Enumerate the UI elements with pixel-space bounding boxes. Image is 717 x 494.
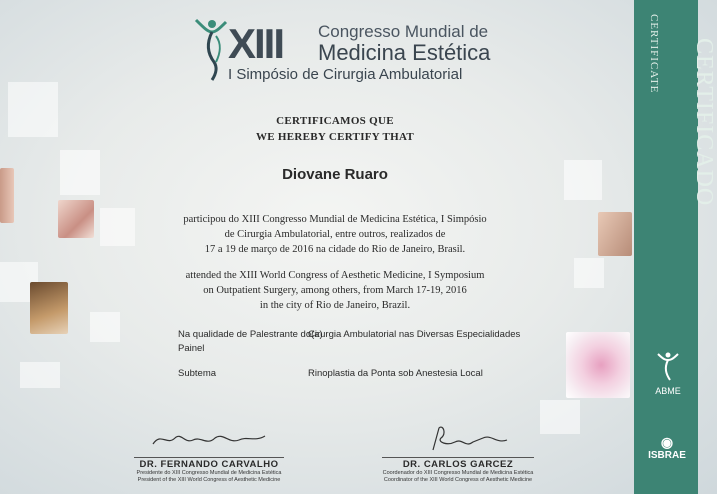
abme-label: ABME bbox=[655, 386, 681, 396]
isbrae-symbol-icon: ◉ bbox=[660, 434, 674, 450]
subtheme-value: Rinoplastia da Ponta sob Anestesia Local bbox=[308, 368, 483, 379]
decorative-tile bbox=[574, 258, 604, 288]
role-label-line: Na qualidade de Palestrante do(a) bbox=[178, 329, 323, 340]
body-pt-line: de Cirurgia Ambulatorial, entre outros, realizados de bbox=[224, 229, 446, 240]
body-en-line: on Outpatient Surgery, among others, from March 17-19, 2016 bbox=[203, 285, 467, 296]
lips-photo bbox=[58, 200, 94, 238]
hair-photo bbox=[30, 282, 68, 334]
face-photo bbox=[0, 168, 14, 223]
signer-title-en: President of the XIII World Congress of Aesthetic Medicine bbox=[137, 477, 281, 483]
decorative-tile bbox=[564, 160, 602, 200]
signature-line bbox=[134, 457, 284, 458]
isbrae-label: ISBRAE bbox=[648, 450, 686, 461]
recipient-name: Diovane Ruaro bbox=[282, 166, 388, 183]
decorative-tile bbox=[20, 362, 60, 388]
body-pt-line: 17 a 19 de março de 2016 na cidade do Rio de Janeiro, Brasil. bbox=[204, 244, 466, 255]
certify-heading-pt: CERTIFICAMOS QUE bbox=[276, 115, 394, 127]
isbrae-logo bbox=[640, 434, 694, 461]
signer-name: DR. CARLOS GARCEZ bbox=[402, 459, 514, 470]
orchid-photo bbox=[566, 332, 630, 398]
face-photo bbox=[598, 212, 632, 256]
logo-line-3: I Simpósio de Cirurgia Ambulatorial bbox=[228, 66, 463, 83]
logo-numeral: XIII bbox=[228, 20, 284, 67]
logo-line-1: Congresso Mundial de bbox=[318, 22, 489, 41]
side-band bbox=[634, 0, 698, 494]
abme-logo bbox=[648, 350, 688, 396]
band-title-en: CERTIFICATE bbox=[648, 14, 660, 94]
role-value: Cirurgia Ambulatorial nas Diversas Especialidades bbox=[308, 329, 521, 340]
role-label-line: Painel bbox=[178, 343, 205, 354]
body-en-line: in the city of Rio de Janeiro, Brazil. bbox=[259, 300, 411, 311]
body-text-pt bbox=[150, 212, 520, 257]
logo-line-2: Medicina Estética bbox=[318, 40, 491, 65]
decorative-tile bbox=[8, 82, 58, 137]
body-text-en bbox=[150, 268, 520, 313]
signature-block-president bbox=[134, 424, 284, 484]
signature-line bbox=[382, 457, 534, 458]
decorative-tile bbox=[90, 312, 120, 342]
signature-block-coordinator bbox=[382, 424, 534, 484]
decorative-tile bbox=[100, 208, 135, 246]
signer-name: DR. FERNANDO CARVALHO bbox=[139, 459, 279, 470]
signer-title-pt: Coordenador do XIII Congresso Mundial de Medicina Estética bbox=[382, 470, 534, 476]
handwritten-signature bbox=[403, 424, 513, 452]
congress-logo bbox=[186, 14, 496, 84]
certify-heading-en: WE HEREBY CERTIFY THAT bbox=[255, 131, 415, 143]
signer-title-en: Coordinator of the XIII World Congress of Aesthetic Medicine bbox=[383, 477, 533, 483]
decorative-tile bbox=[60, 150, 100, 195]
role-label bbox=[178, 328, 323, 356]
band-title-pt: CERTIFICADO bbox=[691, 38, 717, 207]
handwritten-signature bbox=[149, 424, 269, 452]
decorative-tile bbox=[540, 400, 580, 434]
body-en-line: attended the XIII World Congress of Aesthetic Medicine, I Symposium bbox=[185, 270, 485, 281]
signer-title-pt: Presidente do XIII Congresso Mundial de Medicina Estética bbox=[136, 470, 282, 476]
body-pt-line: participou do XIII Congresso Mundial de Medicina Estética, I Simpósio bbox=[183, 214, 487, 225]
subtheme-label: Subtema bbox=[178, 368, 217, 379]
abme-figure-icon bbox=[654, 350, 682, 384]
